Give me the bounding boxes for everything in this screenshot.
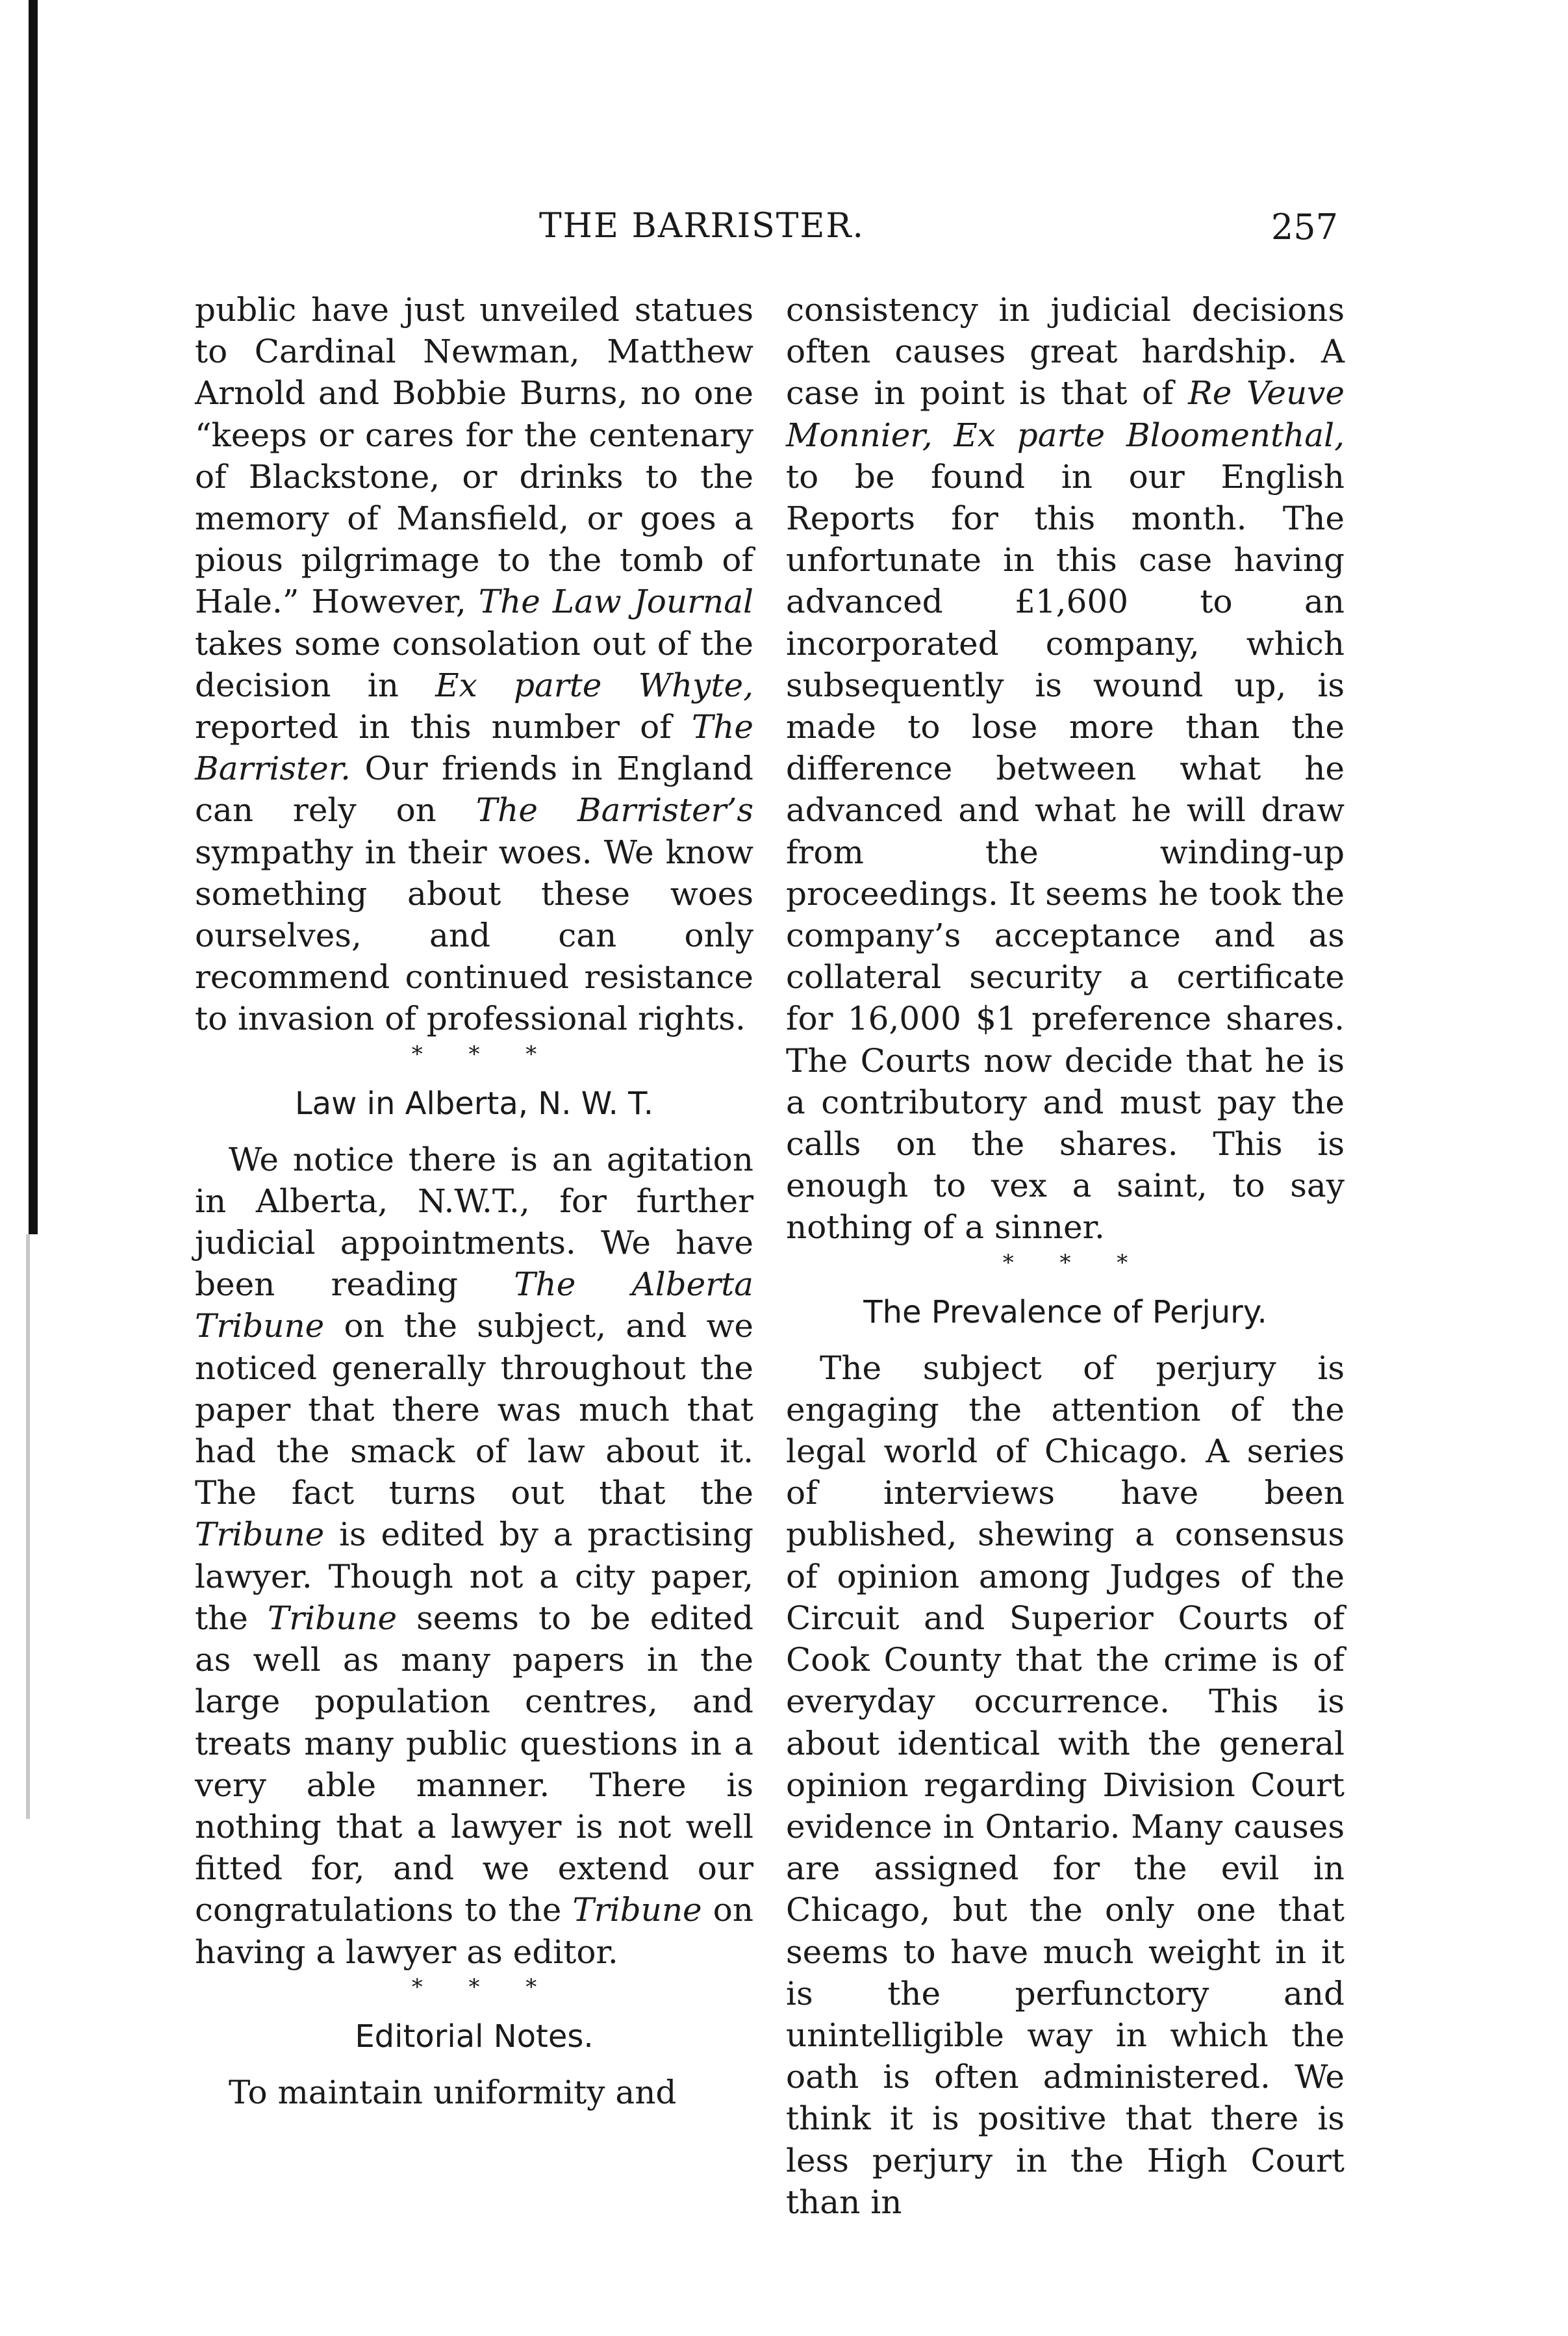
page-header — [195, 207, 1338, 259]
italic-run: The Barrister. — [195, 708, 753, 788]
running-head: THE BARRISTER. — [539, 207, 865, 246]
section-heading-editorial-notes: Editorial Notes. — [355, 2018, 594, 2055]
text-run: consistency in judicial decisions often causes great hardship. A case in point is that of — [786, 291, 1345, 413]
section-separator: * * * — [1002, 1249, 1148, 1276]
scan-edge-shadow — [29, 0, 38, 1234]
italic-run: Re Veuve Monnier, Ex parte Bloomenthal, — [786, 374, 1345, 454]
section-separator: * * * — [411, 1041, 557, 1067]
text-run: reported in this number of — [195, 708, 692, 746]
paragraph-perjury: The subject of perjury is engaging the attention of the legal world of Chicago. A series of interviews have been published, shewing a consensus of opinion among Judges of the Circuit and Superior Courts of Cook County that the crime is of everyday occurrence. This is about identical with the general opinion regarding Division Court evidence in Ontario. Many causes are assigned for the evil in Chicago, but the only one that seems to have much weight in it is the perfunctory and unintelligible way in which the oath is often administered. We think it is positive that there is less perjury in the High Court than in — [786, 1349, 1345, 2221]
paragraph-consistency — [786, 289, 1345, 1249]
text-run: seems to be edited as well as many papers in the large population centres, and treats many public questions in a very able manner. There is nothing that a lawyer is not well fitted for, and we extend our congratulations to the — [195, 1599, 754, 1929]
scan-edge-shadow-lower — [26, 1234, 30, 1819]
italic-run: Ex parte Whyte, — [435, 666, 753, 704]
text-run: Our friends in England can rely on — [195, 750, 753, 830]
left-column — [195, 289, 753, 2113]
section-heading-law-in-alberta: Law in Alberta, N. W. T. — [294, 1085, 654, 1122]
text-run: takes some consolation out of the decision in — [195, 624, 753, 704]
paragraph-public-statues — [195, 289, 753, 1040]
text-run: public have just unveiled statues to Cardinal Newman, Matthew Arnold and Bobbie Burns, no one “keeps or cares for the centenary of Blackstone, or drinks to the memory of Mansfield, or goes a pious pilgrimage to the tomb of Hale.” However, — [195, 291, 753, 621]
text-run: on the subject, and we noticed generally throughout the paper that there was much that had the smack of law about it. The fact turns out that the — [195, 1307, 753, 1512]
text-run: on having a lawyer as editor. — [195, 1891, 753, 1971]
italic-run: The Alberta Tribune — [195, 1265, 753, 1345]
italic-run: Tribune — [267, 1599, 398, 1637]
text-run: We notice there is an agitation in Alberta, N.W.T., for further judicial appointments. We have been reading — [195, 1140, 753, 1304]
right-column — [786, 289, 1345, 2223]
page-number: 257 — [1271, 207, 1338, 248]
text-run: sympathy in their woes. We know something about these woes ourselves, and can only recommend continued resistance to invasion of professional rights. — [195, 833, 753, 1038]
paragraph-uniformity: To maintain uniformity and — [229, 2073, 677, 2111]
italic-run: The Law Journal — [478, 583, 753, 621]
italic-run: The Barrister’s — [475, 791, 753, 830]
italic-run: Tribune — [195, 1516, 325, 1554]
italic-run: Tribune — [572, 1891, 702, 1929]
text-run: is edited by a practising lawyer. Though not a city paper, the — [195, 1516, 753, 1637]
section-heading-perjury: The Prevalence of Perjury. — [863, 1293, 1267, 1330]
paragraph-alberta — [195, 1139, 753, 1973]
section-separator: * * * — [411, 1974, 557, 2000]
text-run: to be found in our English Reports for this month. The unfortunate in this case having advanced £1,600 to an incorporated company, which subsequently is wound up, is made to lose more than the difference between what he advanced and what he will draw from the winding-up proceedings. It seems he took the company’s acceptance and as collateral security a certificate for 16,000 $1 preference shares. The Courts now decide that he is a contributory and must pay the calls on the shares. This is enough to vex a saint, to say nothing of a sinner. — [786, 457, 1345, 1247]
